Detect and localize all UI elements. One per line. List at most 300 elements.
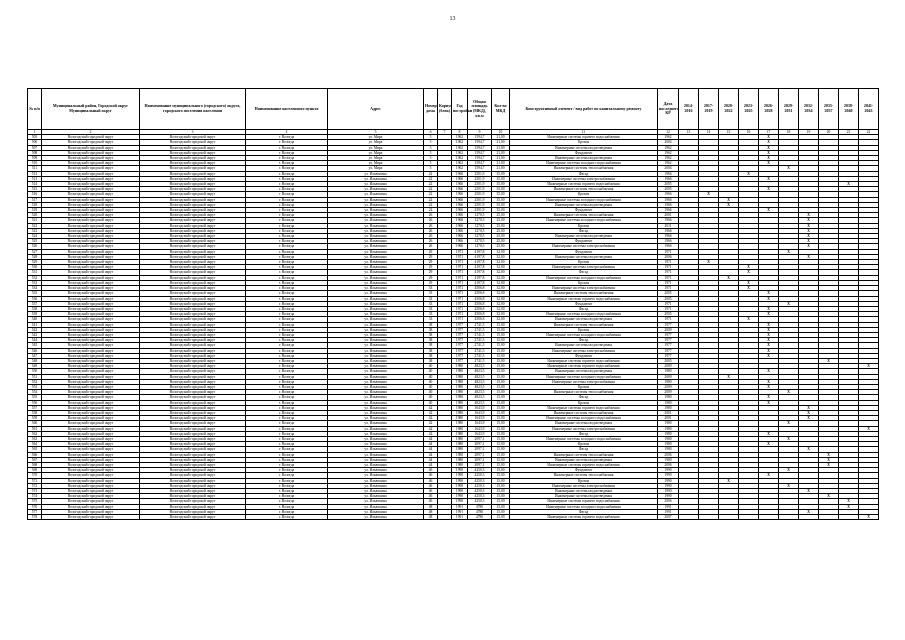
cell-house: 33 bbox=[424, 296, 438, 301]
cell-year: 1977 bbox=[452, 358, 468, 363]
cell-period: X bbox=[759, 140, 779, 145]
cell-n: 527 bbox=[28, 249, 42, 254]
cell-year: 1991 bbox=[452, 515, 468, 520]
cell-locality: г. Вологда bbox=[246, 291, 328, 296]
cell-count: 15,00 bbox=[492, 442, 510, 447]
cell-period: X bbox=[839, 504, 859, 509]
cell-work: Инженерные системы горячего водоснабжения bbox=[510, 182, 658, 187]
cell-work: Инженерные системы теплоснабжения bbox=[510, 213, 658, 218]
cell-date: 1980 bbox=[658, 405, 679, 410]
cell-house: 22 bbox=[424, 176, 438, 181]
cell-date: 2009 bbox=[658, 374, 679, 379]
cell-date: 2006 bbox=[658, 452, 679, 457]
cell-area: 1643,9 bbox=[468, 410, 492, 415]
cell-count: 35,00 bbox=[492, 197, 510, 202]
cell-date: 1966 bbox=[658, 218, 679, 223]
cell-settlement: Вологодский городской округ bbox=[140, 208, 246, 213]
cell-district: Вологодский городской округ bbox=[42, 426, 140, 431]
cell-area: 2501,9 bbox=[468, 202, 492, 207]
cell-year: 1977 bbox=[452, 338, 468, 343]
cell-n: 544 bbox=[28, 338, 42, 343]
cell-house: 5 bbox=[424, 166, 438, 171]
cell-period: X bbox=[759, 379, 779, 384]
cell-year: 1966 bbox=[452, 197, 468, 202]
cell-year: 1980 bbox=[452, 457, 468, 462]
cell-date: 1962 bbox=[658, 161, 679, 166]
cell-settlement: Вологодский городской округ bbox=[140, 213, 246, 218]
cell-locality: г. Вологда bbox=[246, 358, 328, 363]
cell-year: 1962 bbox=[452, 161, 468, 166]
cell-settlement: Вологодский городской округ bbox=[140, 145, 246, 150]
cell-n: 508 bbox=[28, 150, 42, 155]
cell-date: 1966 bbox=[658, 197, 679, 202]
cell-area: 4823,5 bbox=[468, 390, 492, 395]
cell-year: 1980 bbox=[452, 369, 468, 374]
cell-period: X bbox=[779, 390, 799, 395]
cell-year: 1977 bbox=[452, 322, 468, 327]
cell-street: ул. Ильюшина bbox=[328, 369, 424, 374]
cell-house: 42 bbox=[424, 431, 438, 436]
cell-work: Инженерные системы водоотведения bbox=[510, 421, 658, 426]
column-index-cell: 15 bbox=[719, 130, 739, 135]
cell-period: X bbox=[839, 182, 859, 187]
cell-street: ул. Ильюшина bbox=[328, 504, 424, 509]
column-index-cell: 21 bbox=[839, 130, 859, 135]
cell-n: 528 bbox=[28, 254, 42, 259]
cell-street: ул. Ильюшина bbox=[328, 358, 424, 363]
cell-n: 558 bbox=[28, 410, 42, 415]
cell-period bbox=[739, 515, 759, 520]
cell-house: 33 bbox=[424, 317, 438, 322]
cell-period: X bbox=[779, 301, 799, 306]
cell-count: 15,00 bbox=[492, 322, 510, 327]
cell-date: 1971 bbox=[658, 249, 679, 254]
cell-area: 1643,9 bbox=[468, 431, 492, 436]
cell-count: 32,00 bbox=[492, 249, 510, 254]
cell-work: Кровля bbox=[510, 260, 658, 265]
cell-street: ул. Ильюшина bbox=[328, 265, 424, 270]
cell-period: X bbox=[799, 223, 819, 228]
cell-district: Вологодский городской округ bbox=[42, 405, 140, 410]
cell-period: X bbox=[739, 286, 759, 291]
cell-period: X bbox=[799, 410, 819, 415]
cell-locality: г. Вологда bbox=[246, 244, 328, 249]
cell-date: 1990 bbox=[658, 494, 679, 499]
cell-count: 15,00 bbox=[492, 348, 510, 353]
cell-period: X bbox=[799, 239, 819, 244]
cell-count: 35,00 bbox=[492, 187, 510, 192]
cell-date: 1990 bbox=[658, 468, 679, 473]
cell-year: 1962 bbox=[452, 135, 468, 140]
column-header: 2041-2043 bbox=[859, 89, 879, 130]
cell-area: 4780 bbox=[468, 515, 492, 520]
cell-period: X bbox=[859, 364, 879, 369]
cell-year: 1977 bbox=[452, 343, 468, 348]
cell-house: 44 bbox=[424, 447, 438, 452]
cell-settlement: Вологодский городской округ bbox=[140, 187, 246, 192]
cell-date: 1971 bbox=[658, 260, 679, 265]
cell-period: X bbox=[859, 515, 879, 520]
cell-year: 1966 bbox=[452, 182, 468, 187]
cell-locality: г. Вологда bbox=[246, 228, 328, 233]
column-header: Конструктивный элемент / вид работ по капитальному ремонту bbox=[510, 89, 658, 130]
cell-period: X bbox=[759, 332, 779, 337]
cell-district: Вологодский городской округ bbox=[42, 499, 140, 504]
cell-date: 1971 bbox=[658, 270, 679, 275]
cell-date: 1991 bbox=[658, 504, 679, 509]
cell-area: 4823,5 bbox=[468, 374, 492, 379]
cell-date: 2007 bbox=[658, 515, 679, 520]
cell-count: 15,00 bbox=[492, 374, 510, 379]
cell-area: 2501,9 bbox=[468, 192, 492, 197]
cell-house: 26 bbox=[424, 228, 438, 233]
cell-work: Инженерные системы электроснабжения bbox=[510, 244, 658, 249]
cell-n: 526 bbox=[28, 244, 42, 249]
cell-district: Вологодский городской округ bbox=[42, 254, 140, 259]
cell-street: ул. Ильюшина bbox=[328, 291, 424, 296]
cell-year: 1980 bbox=[452, 390, 468, 395]
cell-count: 32,00 bbox=[492, 317, 510, 322]
cell-work: Кровля bbox=[510, 192, 658, 197]
cell-settlement: Вологодский городской округ bbox=[140, 436, 246, 441]
cell-district: Вологодский городской округ bbox=[42, 364, 140, 369]
cell-locality: г. Вологда bbox=[246, 379, 328, 384]
cell-count: 15,00 bbox=[492, 364, 510, 369]
cell-locality: г. Вологда bbox=[246, 166, 328, 171]
cell-house: 46 bbox=[424, 499, 438, 504]
cell-year: 1971 bbox=[452, 275, 468, 280]
register-table bbox=[27, 88, 879, 520]
cell-year: 1966 bbox=[452, 176, 468, 181]
cell-period: X bbox=[699, 192, 719, 197]
cell-locality: г. Вологда bbox=[246, 348, 328, 353]
cell-house: 26 bbox=[424, 218, 438, 223]
cell-house: 40 bbox=[424, 400, 438, 405]
cell-year: 1980 bbox=[452, 463, 468, 468]
cell-locality: г. Вологда bbox=[246, 213, 328, 218]
cell-work: Инженерные системы электроснабжения bbox=[510, 176, 658, 181]
column-index-cell: 11 bbox=[510, 130, 658, 135]
cell-street: ул. Ильюшина bbox=[328, 187, 424, 192]
cell-district: Вологодский городской округ bbox=[42, 431, 140, 436]
cell-period bbox=[699, 515, 719, 520]
cell-house: 38 bbox=[424, 343, 438, 348]
cell-locality: г. Вологда bbox=[246, 416, 328, 421]
cell-period: X bbox=[779, 249, 799, 254]
cell-locality: г. Вологда bbox=[246, 150, 328, 155]
cell-settlement: Вологодский городской округ bbox=[140, 317, 246, 322]
cell-district: Вологодский городской округ bbox=[42, 457, 140, 462]
cell-street: ул. Ильюшина bbox=[328, 197, 424, 202]
cell-work: Инженерные системы водоотведения bbox=[510, 156, 658, 161]
cell-house: 22 bbox=[424, 187, 438, 192]
cell-area: 1270,5 bbox=[468, 244, 492, 249]
cell-locality: г. Вологда bbox=[246, 442, 328, 447]
cell-period bbox=[779, 515, 799, 520]
cell-district: Вологодский городской округ bbox=[42, 192, 140, 197]
column-header: Наименование муниципального (городского) округа, городского поселения населения bbox=[140, 89, 246, 130]
cell-n: 511 bbox=[28, 166, 42, 171]
cell-settlement: Вологодский городской округ bbox=[140, 218, 246, 223]
cell-street: ул. Ильюшина bbox=[328, 171, 424, 176]
column-index-cell: 17 bbox=[759, 130, 779, 135]
cell-work: Инженерные системы электроснабжения bbox=[510, 265, 658, 270]
cell-period: X bbox=[799, 489, 819, 494]
cell-street: ул. Ильюшина bbox=[328, 390, 424, 395]
cell-house: 26 bbox=[424, 244, 438, 249]
cell-locality: г. Вологда bbox=[246, 187, 328, 192]
column-index-cell: 7 bbox=[438, 130, 452, 135]
cell-house: 5 bbox=[424, 140, 438, 145]
cell-year: 1966 bbox=[452, 208, 468, 213]
cell-work: Инженерные системы горячего водоснабжения bbox=[510, 499, 658, 504]
cell-street: ул. Ильюшина bbox=[328, 416, 424, 421]
cell-house: 5 bbox=[424, 156, 438, 161]
cell-date: 1990 bbox=[658, 473, 679, 478]
cell-locality: г. Вологда bbox=[246, 156, 328, 161]
cell-year: 1962 bbox=[452, 150, 468, 155]
cell-period: X bbox=[759, 291, 779, 296]
cell-year: 1980 bbox=[452, 395, 468, 400]
cell-street: ул. Ильюшина bbox=[328, 457, 424, 462]
cell-area: 1643,9 bbox=[468, 421, 492, 426]
cell-n: 509 bbox=[28, 156, 42, 161]
cell-settlement: Вологодский городской округ bbox=[140, 338, 246, 343]
cell-house: 26 bbox=[424, 223, 438, 228]
cell-district: Вологодский городской округ bbox=[42, 515, 140, 520]
cell-street: ул. Ильюшина bbox=[328, 280, 424, 285]
cell-year: 1980 bbox=[452, 452, 468, 457]
cell-settlement: Вологодский городской округ bbox=[140, 353, 246, 358]
cell-year: 1990 bbox=[452, 489, 468, 494]
cell-count: 32,00 bbox=[492, 296, 510, 301]
cell-district: Вологодский городской округ bbox=[42, 249, 140, 254]
cell-n: 515 bbox=[28, 187, 42, 192]
cell-settlement: Вологодский городской округ bbox=[140, 343, 246, 348]
cell-period: X bbox=[739, 317, 759, 322]
cell-work: Инженерные системы теплоснабжения bbox=[510, 187, 658, 192]
cell-period: X bbox=[759, 348, 779, 353]
cell-period: X bbox=[799, 254, 819, 259]
cell-period: X bbox=[799, 234, 819, 239]
cell-area: 2741,5 bbox=[468, 343, 492, 348]
cell-settlement: Вологодский городской округ bbox=[140, 457, 246, 462]
cell-count: 15,00 bbox=[492, 499, 510, 504]
cell-area: 4250,3 bbox=[468, 499, 492, 504]
cell-n: 548 bbox=[28, 358, 42, 363]
cell-date: 1980 bbox=[658, 436, 679, 441]
cell-district: Вологодский городской округ bbox=[42, 374, 140, 379]
cell-date: 1990 bbox=[658, 489, 679, 494]
cell-date: 1971 bbox=[658, 301, 679, 306]
cell-street: ул. Ильюшина bbox=[328, 431, 424, 436]
cell-n: 568 bbox=[28, 463, 42, 468]
cell-work: Фасад bbox=[510, 338, 658, 343]
cell-count: 25,00 bbox=[492, 223, 510, 228]
cell-period bbox=[799, 515, 819, 520]
cell-work: Инженерные системы горячего водоснабжения bbox=[510, 515, 658, 520]
cell-date: 2005 bbox=[658, 187, 679, 192]
cell-work: Инженерные системы горячего водоснабжения bbox=[510, 405, 658, 410]
cell-house: 42 bbox=[424, 416, 438, 421]
cell-period: X bbox=[759, 384, 779, 389]
cell-locality: г. Вологда bbox=[246, 374, 328, 379]
cell-street: ул. Ильюшина bbox=[328, 353, 424, 358]
cell-year: 1990 bbox=[452, 478, 468, 483]
cell-settlement: Вологодский городской округ bbox=[140, 358, 246, 363]
cell-street: ул. Ильюшина bbox=[328, 384, 424, 389]
cell-settlement: Вологодский городской округ bbox=[140, 280, 246, 285]
cell-settlement: Вологодский городской округ bbox=[140, 176, 246, 181]
cell-area: 4197,8 bbox=[468, 265, 492, 270]
cell-settlement: Вологодский городской округ bbox=[140, 379, 246, 384]
cell-district: Вологодский городской округ bbox=[42, 182, 140, 187]
cell-work: Инженерные системы горячего водоснабжения bbox=[510, 135, 658, 140]
cell-count: 35,00 bbox=[492, 202, 510, 207]
cell-area: 1594,7 bbox=[468, 166, 492, 171]
cell-house: 46 bbox=[424, 489, 438, 494]
cell-count: 21,00 bbox=[492, 156, 510, 161]
cell-street: ул. Ильюшина bbox=[328, 260, 424, 265]
cell-district: Вологодский городской округ bbox=[42, 208, 140, 213]
cell-settlement: Вологодский городской округ bbox=[140, 442, 246, 447]
cell-district: Вологодский городской округ bbox=[42, 447, 140, 452]
cell-street: ул. Ильюшина bbox=[328, 379, 424, 384]
cell-locality: г. Вологда bbox=[246, 197, 328, 202]
cell-period bbox=[819, 515, 839, 520]
cell-street: ул. Мира bbox=[328, 140, 424, 145]
cell-area: 4506,8 bbox=[468, 312, 492, 317]
cell-year: 1966 bbox=[452, 228, 468, 233]
cell-date: 1966 bbox=[658, 171, 679, 176]
cell-locality: г. Вологда bbox=[246, 171, 328, 176]
cell-count: 32,00 bbox=[492, 291, 510, 296]
cell-work: Инженерные системы холодного водоснабжения bbox=[510, 275, 658, 280]
cell-house: 22 bbox=[424, 171, 438, 176]
cell-street: ул. Ильюшина bbox=[328, 228, 424, 233]
cell-street: ул. Ильюшина bbox=[328, 442, 424, 447]
cell-district: Вологодский городской округ bbox=[42, 234, 140, 239]
cell-year: 1966 bbox=[452, 171, 468, 176]
cell-locality: г. Вологда bbox=[246, 239, 328, 244]
cell-house: 29 bbox=[424, 249, 438, 254]
cell-house: 5 bbox=[424, 150, 438, 155]
cell-locality: г. Вологда bbox=[246, 192, 328, 197]
cell-year: 1966 bbox=[452, 192, 468, 197]
cell-house: 40 bbox=[424, 379, 438, 384]
cell-period: X bbox=[859, 426, 879, 431]
cell-year: 1991 bbox=[452, 509, 468, 514]
cell-district: Вологодский городской округ bbox=[42, 483, 140, 488]
cell-street: ул. Ильюшина bbox=[328, 182, 424, 187]
cell-locality: г. Вологда bbox=[246, 332, 328, 337]
cell-n: 531 bbox=[28, 270, 42, 275]
cell-block bbox=[438, 515, 452, 520]
cell-street: ул. Ильюшина bbox=[328, 499, 424, 504]
cell-date: 1991 bbox=[658, 509, 679, 514]
cell-n: 541 bbox=[28, 322, 42, 327]
cell-period bbox=[839, 515, 859, 520]
cell-locality: г. Вологда bbox=[246, 317, 328, 322]
cell-district: Вологодский городской округ bbox=[42, 452, 140, 457]
column-header: Адрес bbox=[328, 89, 424, 130]
cell-date: 1977 bbox=[658, 338, 679, 343]
cell-period bbox=[719, 515, 739, 520]
cell-street: ул. Ильюшина bbox=[328, 208, 424, 213]
cell-year: 1980 bbox=[452, 405, 468, 410]
cell-year: 1971 bbox=[452, 254, 468, 259]
cell-house: 33 bbox=[424, 306, 438, 311]
cell-street: ул. Ильюшина bbox=[328, 489, 424, 494]
cell-count: 25,00 bbox=[492, 234, 510, 239]
cell-area: 4823,5 bbox=[468, 384, 492, 389]
cell-settlement: Вологодский городской округ bbox=[140, 249, 246, 254]
cell-settlement: Вологодский городской округ bbox=[140, 452, 246, 457]
cell-street: ул. Ильюшина bbox=[328, 286, 424, 291]
cell-year: 1977 bbox=[452, 353, 468, 358]
cell-street: ул. Ильюшина bbox=[328, 218, 424, 223]
cell-work: Инженерные системы водоотведения bbox=[510, 343, 658, 348]
cell-n: 564 bbox=[28, 442, 42, 447]
cell-district: Вологодский городской округ bbox=[42, 202, 140, 207]
cell-district: Вологодский городской округ bbox=[42, 332, 140, 337]
cell-settlement: Вологодский городской округ bbox=[140, 390, 246, 395]
cell-date: 2006 bbox=[658, 254, 679, 259]
cell-period: X bbox=[759, 150, 779, 155]
cell-locality: г. Вологда bbox=[246, 182, 328, 187]
cell-period: X bbox=[759, 343, 779, 348]
cell-house: 40 bbox=[424, 374, 438, 379]
cell-locality: г. Вологда bbox=[246, 260, 328, 265]
cell-settlement: Вологодский городской округ bbox=[140, 192, 246, 197]
cell-district: Вологодский городской округ bbox=[42, 187, 140, 192]
cell-street: ул. Ильюшина bbox=[328, 312, 424, 317]
cell-house: 26 bbox=[424, 234, 438, 239]
cell-n: 535 bbox=[28, 291, 42, 296]
cell-locality: г. Вологда bbox=[246, 426, 328, 431]
cell-date: 1980 bbox=[658, 395, 679, 400]
cell-n: 567 bbox=[28, 457, 42, 462]
cell-n: 549 bbox=[28, 364, 42, 369]
cell-year: 1971 bbox=[452, 260, 468, 265]
cell-locality: г. Вологда bbox=[246, 135, 328, 140]
cell-locality: г. Вологда bbox=[246, 343, 328, 348]
cell-house: 29 bbox=[424, 270, 438, 275]
cell-date: 2006 bbox=[658, 463, 679, 468]
cell-area: 4250,3 bbox=[468, 478, 492, 483]
cell-district: Вологодский городской округ bbox=[42, 400, 140, 405]
cell-locality: г. Вологда bbox=[246, 322, 328, 327]
cell-area: 4250,3 bbox=[468, 494, 492, 499]
cell-date: 1980 bbox=[658, 426, 679, 431]
cell-work: Инженерные системы холодного водоснабжения bbox=[510, 332, 658, 337]
cell-area: 1594,7 bbox=[468, 140, 492, 145]
cell-n: 573 bbox=[28, 489, 42, 494]
column-index-cell: 3 bbox=[140, 130, 246, 135]
cell-district: Вологодский городской округ bbox=[42, 228, 140, 233]
cell-district: Вологодский городской округ bbox=[42, 478, 140, 483]
cell-house: 42 bbox=[424, 426, 438, 431]
cell-n: 507 bbox=[28, 145, 42, 150]
cell-work: Инженерные системы водоотведения bbox=[510, 202, 658, 207]
cell-area: 2097,1 bbox=[468, 436, 492, 441]
cell-district: Вологодский городской округ bbox=[42, 218, 140, 223]
cell-area: 2501,9 bbox=[468, 187, 492, 192]
cell-year: 1971 bbox=[452, 280, 468, 285]
cell-n: 550 bbox=[28, 369, 42, 374]
cell-work: Фундамент bbox=[510, 468, 658, 473]
cell-settlement: Вологодский городской округ bbox=[140, 426, 246, 431]
